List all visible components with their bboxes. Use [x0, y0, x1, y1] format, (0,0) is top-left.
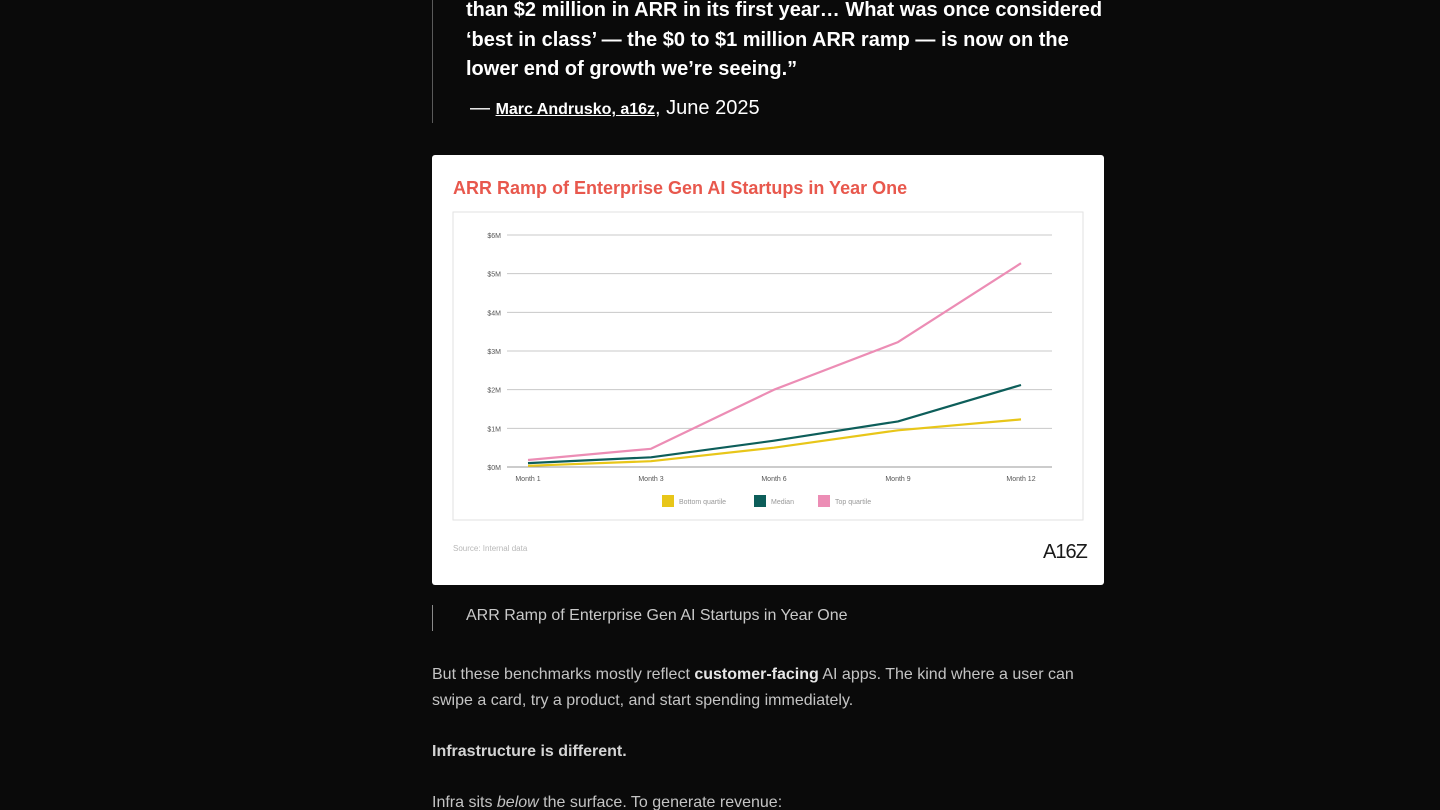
- p1-text-start: But these benchmarks mostly reflect: [432, 666, 695, 683]
- x-tick-label: Month 1: [515, 476, 541, 483]
- legend-label: Bottom quartile: [679, 499, 727, 506]
- y-tick-label: $5M: [487, 271, 501, 279]
- p3-text-end: the surface. To generate revenue:: [538, 794, 783, 810]
- legend-label: Top quartile: [835, 499, 872, 506]
- x-tick-label: Month 3: [638, 476, 664, 483]
- x-tick-label: Month 12: [1006, 476, 1036, 483]
- legend-swatch: [662, 495, 674, 507]
- chart-image: [432, 155, 1104, 585]
- quote-line: than $2 million in ARR in its first year… What was once considered: [466, 0, 1103, 21]
- legend-label: Median: [771, 499, 794, 506]
- p1-line2: swipe a card, try a product, and start spending immediately.: [432, 692, 854, 709]
- source-note: Source: Internal data: [453, 544, 528, 553]
- caption-text: ARR Ramp of Enterprise Gen AI Startups in Year One: [466, 607, 848, 624]
- y-tick-label: $3M: [487, 349, 501, 356]
- plot-frame: [453, 212, 1083, 520]
- y-tick-label: $2M: [487, 387, 501, 395]
- p1-bold: customer-facing: [694, 666, 819, 683]
- blockquote: [432, 0, 1105, 123]
- quote-line: lower end of growth we’re seeing.”: [466, 58, 798, 80]
- y-tick-label: $1M: [487, 426, 501, 434]
- x-tick-label: Month 6: [761, 476, 787, 483]
- chart-title: ARR Ramp of Enterprise Gen AI Startups in Year One: [453, 178, 908, 198]
- x-tick-label: Month 9: [885, 476, 911, 483]
- y-tick-label: $0M: [487, 465, 501, 472]
- paragraph-heading: Infrastructure is different.: [432, 743, 627, 760]
- quote-line: ‘best in class’ — the $0 to $1 million ARR ramp — is now on the: [466, 28, 1069, 51]
- quote-attribution: [470, 95, 760, 123]
- p3-text-start: Infra sits: [432, 794, 497, 810]
- paragraph: [432, 790, 1112, 810]
- quote-date: , June 2025: [655, 97, 760, 119]
- author-link[interactable]: Marc Andrusko, a16z: [495, 101, 656, 118]
- legend-swatch: [818, 495, 830, 507]
- figure-caption: [432, 605, 848, 631]
- a16z-logo: A16Z: [1043, 541, 1087, 563]
- legend-swatch: [754, 495, 766, 507]
- attribution-dash: —: [470, 97, 490, 119]
- p3-emphasis: below: [496, 794, 539, 810]
- y-tick-label: $4M: [487, 310, 501, 318]
- p1-text-end: AI apps. The kind where a user can: [818, 666, 1074, 683]
- y-tick-label: $6M: [487, 233, 501, 240]
- paragraph: [432, 662, 1112, 714]
- quote-text: [466, 0, 1106, 85]
- chart-svg: [432, 155, 1104, 585]
